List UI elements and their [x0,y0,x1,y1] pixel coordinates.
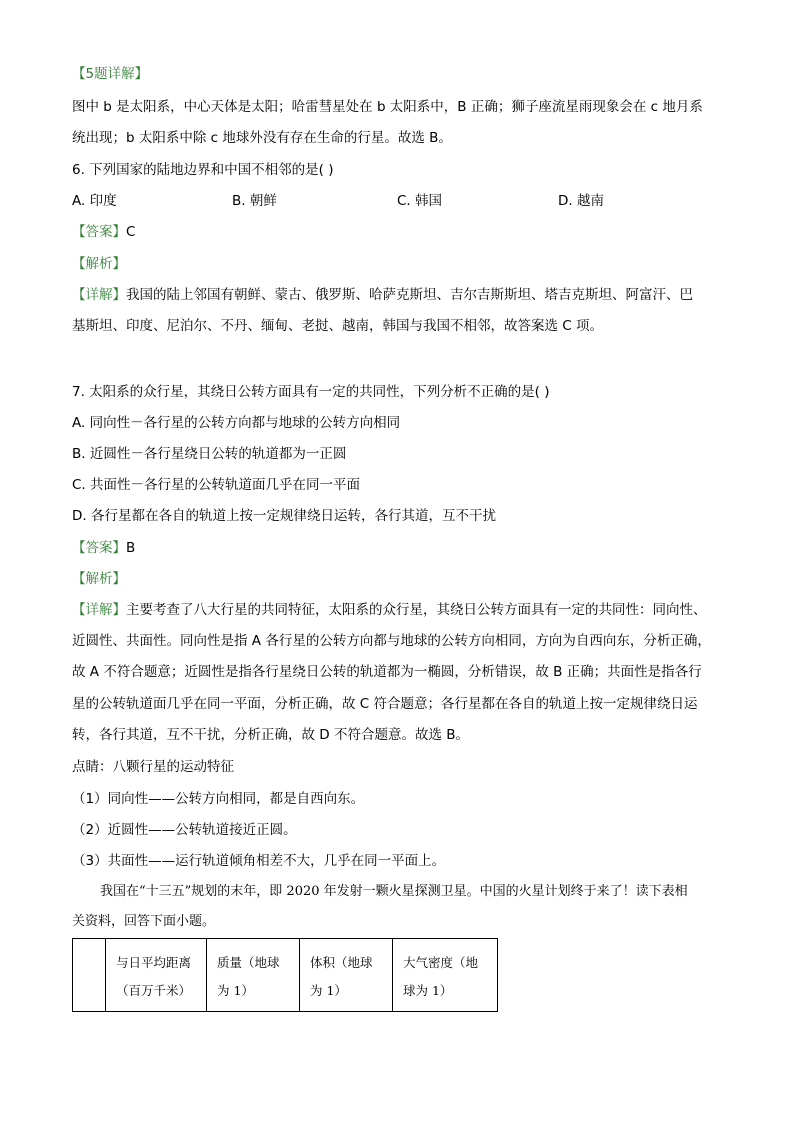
q6-answer [72,222,135,242]
q7-option-d: D. 各行星都在各自的轨道上按一定规律绕日运转，各行其道，互不干扰 [72,508,496,524]
q7-tip-3: （3）共面性——运行轨道倾角相差不大，几乎在同一平面上。 [72,853,446,869]
q7-detail-line2: 近圆性、共面性。同向性是指 A 各行星的公转方向都与地球的公转方向相同，方向为自西向东，分析正确， [72,633,711,649]
q6-stem: 6. 下列国家的陆地边界和中国不相邻的是( ) [72,162,334,178]
table-header-row [73,939,498,1012]
q6-detail-line1 [72,285,693,305]
q6-detail-text1: 我国的陆上邻国有朝鲜、蒙古、俄罗斯、哈萨克斯坦、吉尔吉斯斯坦、塔吉克斯坦、阿富汗、巴 [126,287,693,303]
q6-option-b: B. 朝鲜 [232,193,277,209]
q7-option-b: B. 近圆性－各行星绕日公转的轨道都为一正圆 [72,446,347,462]
q6-detail-label: 【详解】 [72,287,126,303]
q7-tip-2: （2）近圆性——公转轨道接近正圆。 [72,822,297,838]
q6-detail-line2: 基斯坦、印度、尼泊尔、不丹、缅甸、老挝、越南，韩国与我国不相邻，故答案选 C 项。 [72,318,604,334]
intro-line2: 关资料，回答下面小题。 [72,914,216,929]
q7-option-a: A. 同向性－各行星的公转方向都与地球的公转方向相同 [72,415,401,431]
q6-option-c: C. 韩国 [397,193,443,209]
q5-detail-line2: 统出现；b 太阳系中除 c 地球外没有存在生命的行星。故选 B。 [72,130,452,146]
q7-stem: 7. 太阳系的众行星，其绕日公转方面具有一定的共同性，下列分析不正确的是( ) [72,384,550,400]
table-header-atmosphere: 大气密度（地球为 1） [393,939,498,1012]
q7-tip-1: （1）同向性——公转方向相同，都是自西向东。 [72,791,365,807]
q7-tip-title: 点睛：八颗行星的运动特征 [72,759,234,775]
q7-detail-line3: 故 A 不符合题意；近圆性是指各行星绕日公转的轨道都为一椭圆，分析错误，故 B 正确；共面性是指各行 [72,664,702,680]
table-header-volume: 体积（地球为 1） [300,939,393,1012]
q5-detail-line1: 图中 b 是太阳系，中心天体是太阳；哈雷彗星处在 b 太阳系中，B 正确；狮子座流星雨现象会在 c 地月系 [72,99,703,115]
q7-analysis-label: 【解析】 [72,571,126,587]
intro-line1: 我国在“十三五”规划的末年，即 2020 年发射一颗火星探测卫星。中国的火星计划终于来了！读下表相 [100,884,688,899]
q7-option-c: C. 共面性－各行星的公转轨道面几乎在同一平面 [72,477,361,493]
q7-detail-label: 【详解】 [72,602,126,618]
q6-analysis-label: 【解析】 [72,256,126,272]
q7-answer [72,538,135,558]
q7-detail-line5: 转，各行其道，互不干扰，分析正确，故 D 不符合题意。故选 B。 [72,727,470,743]
q7-detail-text1: 主要考查了八大行星的共同特征，太阳系的众行星，其绕日公转方面具有一定的共同性：同向性、 [126,602,707,618]
q5-detail-heading: 【5题详解】 [72,66,149,82]
table-header-cell-blank [73,939,106,1012]
q7-detail-line4: 星的公转轨道面几乎在同一平面，分析正确，故 C 符合题意；各行星都在各自的轨道上按一定规律绕日运 [72,696,698,712]
q6-option-d: D. 越南 [558,193,604,209]
q7-answer-label: 【答案】 [72,540,126,556]
q7-detail-line1 [72,600,707,620]
q7-answer-value: B [126,540,136,556]
table-header-mass: 质量（地球为 1） [207,939,300,1012]
mars-data-table [72,938,498,1012]
q6-option-a: A. 印度 [72,193,117,209]
table-header-distance: 与日平均距离（百万千米） [106,939,207,1012]
q6-answer-label: 【答案】 [72,224,126,240]
q6-answer-value: C [126,224,136,240]
